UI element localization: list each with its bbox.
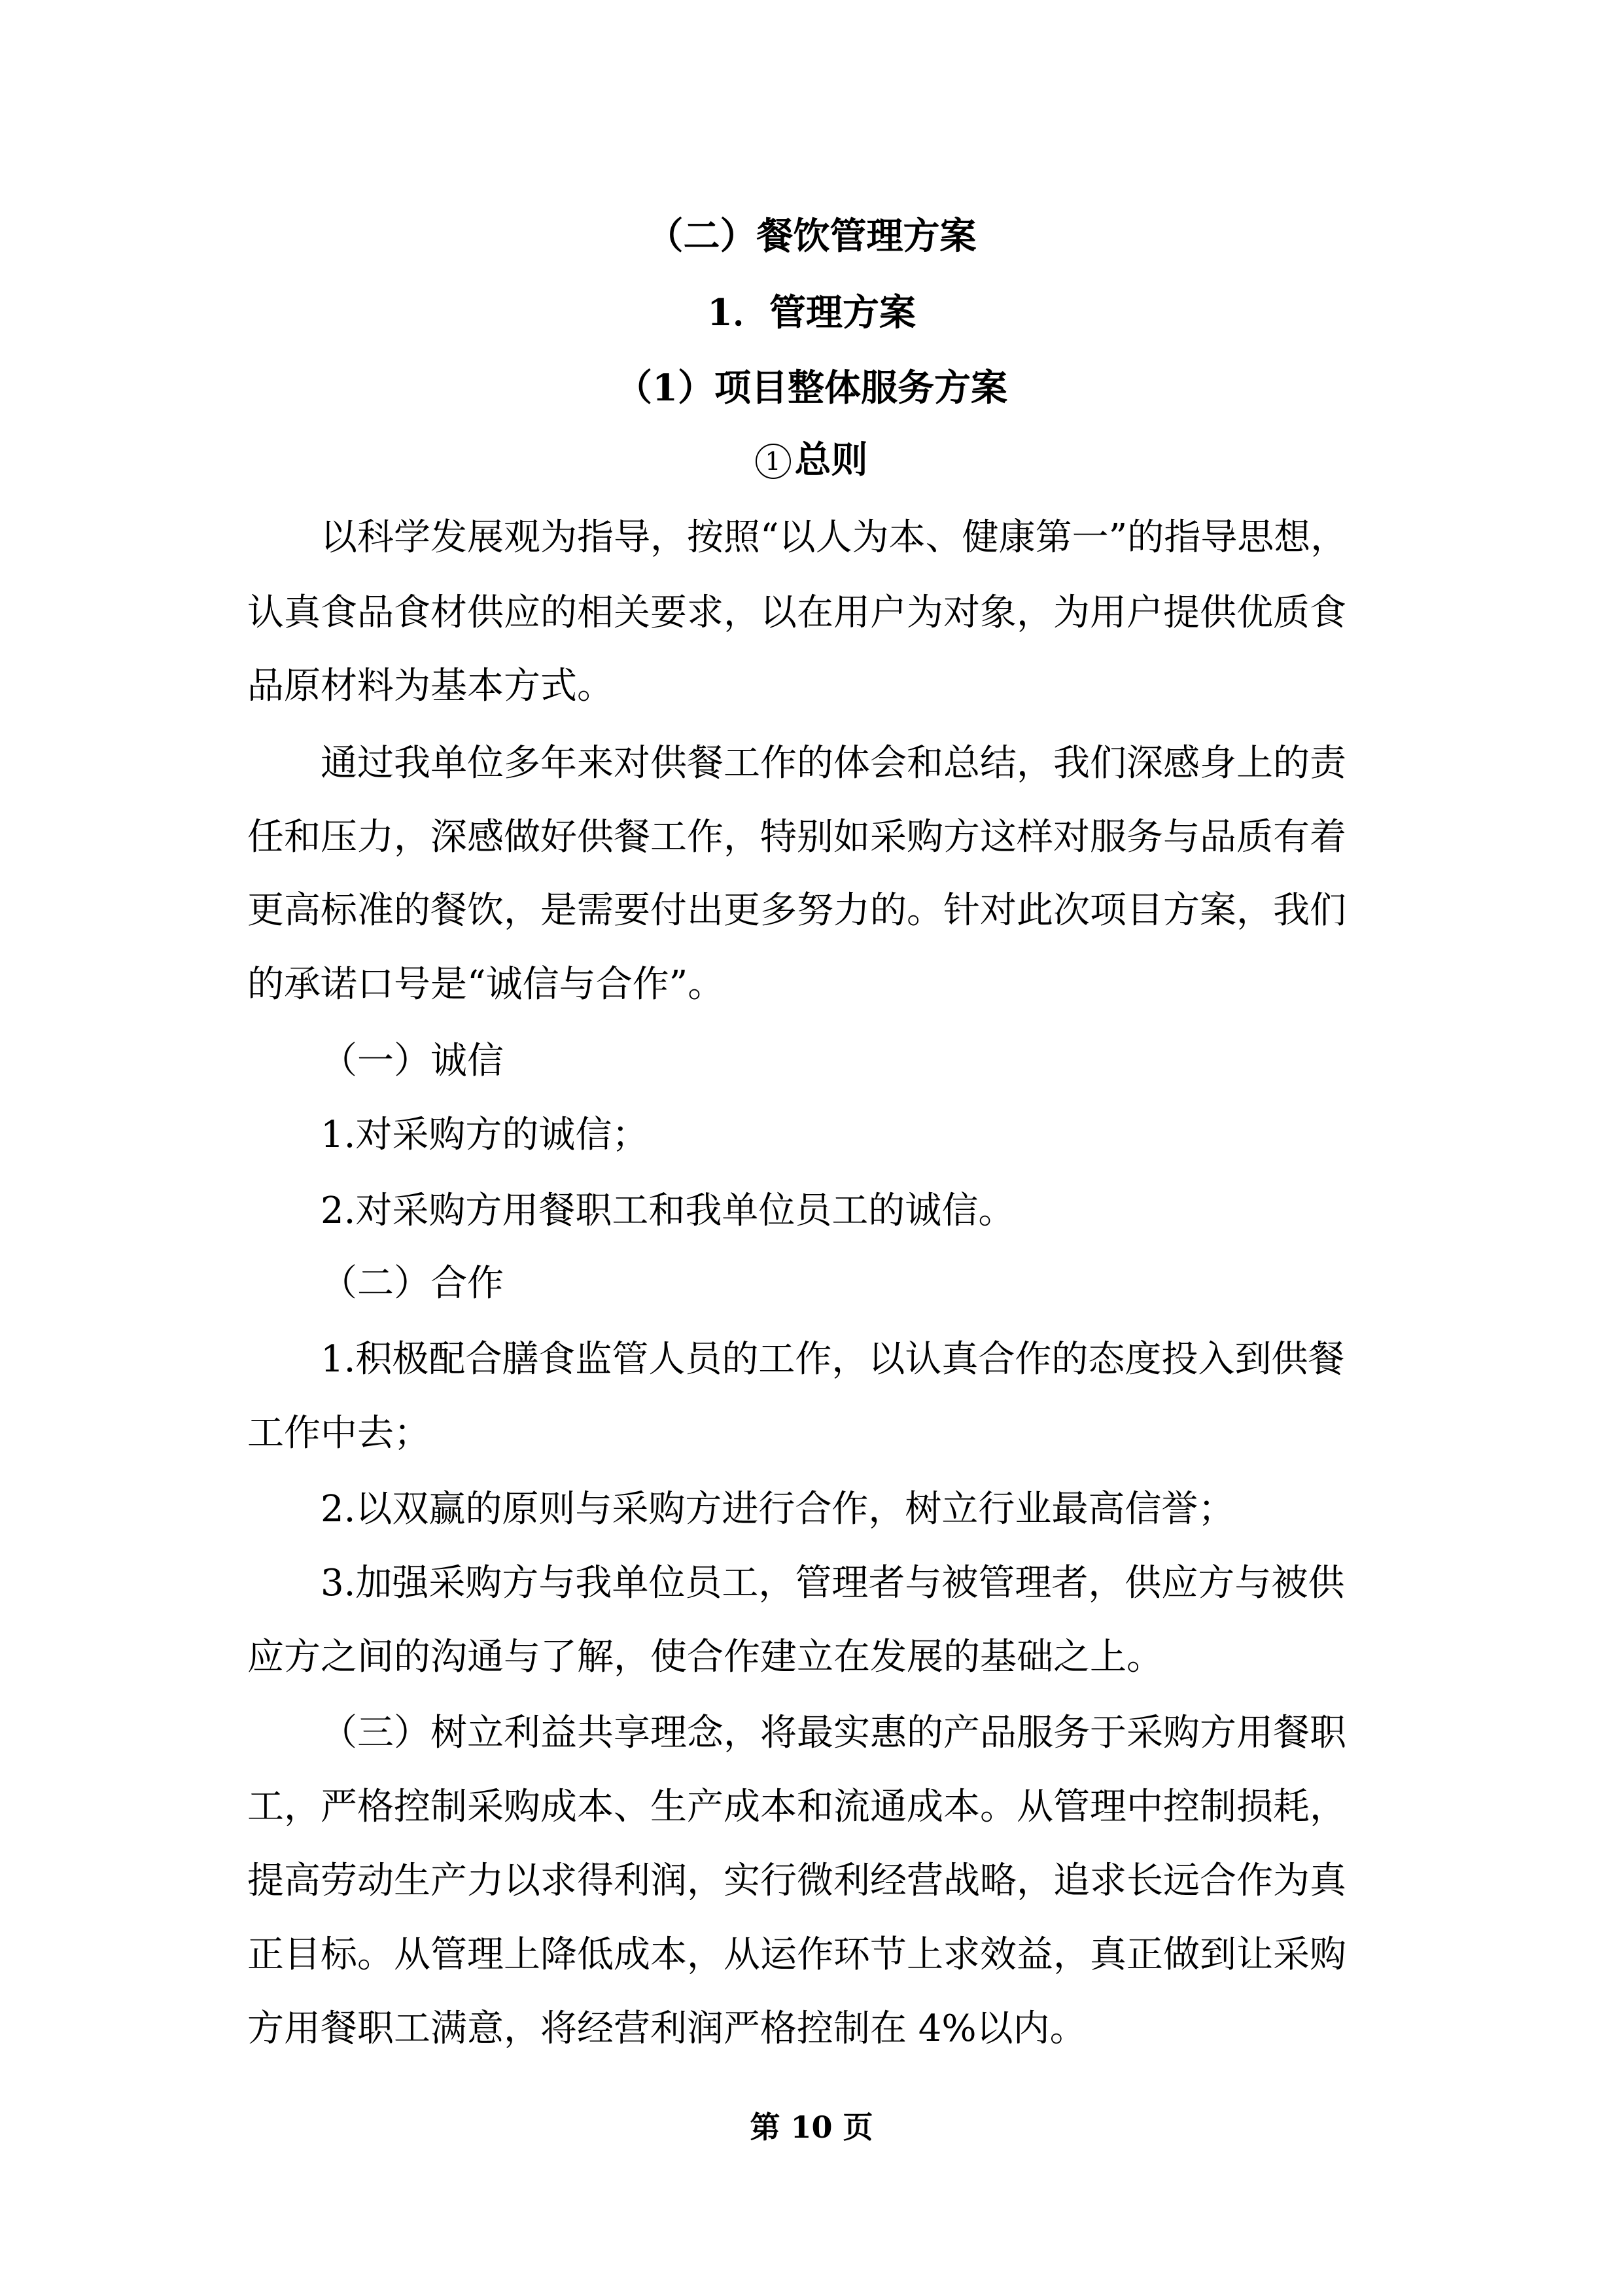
paragraph-line: 1.对采购方的诚信； xyxy=(321,1114,649,1156)
paragraph-line: 2.对采购方用餐职工和我单位员工的诚信。 xyxy=(321,1190,1015,1232)
general-title: 总则 xyxy=(794,438,868,482)
paragraph-line: 3.加强采购方与我单位员工，管理者与被管理者，供应方与被供 xyxy=(321,1562,1345,1604)
paragraph-line: 方用餐职工满意，将经营利润严格控制在 4%以内。 xyxy=(247,2007,1087,2050)
paragraph-line: （三）树立利益共享理念，将最实惠的产品服务于采购方用餐职 xyxy=(321,1712,1346,1754)
paragraph-line: 任和压力，深感做好供餐工作，特别如采购方这样对服务与品质有着 xyxy=(247,816,1346,858)
paragraph-line: 品原材料为基本方式。 xyxy=(247,665,614,707)
subsection-title: 1．管理方案 xyxy=(707,291,916,334)
paragraph-line: 提高劳动生产力以求得利润，实行微利经营战略，追求长远合作为真 xyxy=(247,1860,1346,1902)
paragraph-line: 通过我单位多年来对供餐工作的体会和总结，我们深感身上的责 xyxy=(321,742,1346,785)
paragraph-line: 应方之间的沟通与了解，使合作建立在发展的基础之上。 xyxy=(247,1636,1163,1678)
paragraph-line: 1.积极配合膳食监管人员的工作，以认真合作的态度投入到供餐 xyxy=(321,1338,1345,1381)
general-heading xyxy=(0,437,1623,483)
item-title: （1）项目整体服务方案 xyxy=(616,366,1007,410)
paragraph-line: （二）合作 xyxy=(321,1262,504,1305)
paragraph-line: 的承诺口号是“诚信与合作”。 xyxy=(247,963,725,1006)
paragraph-line: 工，严格控制采购成本、生产成本和流通成本。从管理中控制损耗， xyxy=(247,1786,1346,1828)
section-title: （二）餐饮管理方案 xyxy=(646,215,977,258)
paragraph-line: 以科学发展观为指导，按照“以人为本、健康第一”的指导思想， xyxy=(321,516,1348,559)
paragraph-line: 更高标准的餐饮，是需要付出更多努力的。针对此次项目方案，我们 xyxy=(247,889,1346,932)
paragraph-line: 正目标。从管理上降低成本，从运作环节上求效益，真正做到让采购 xyxy=(247,1934,1346,1976)
circled-number: 1 xyxy=(756,444,791,479)
paragraph-line: 2.以双赢的原则与采购方进行合作，树立行业最高信誉； xyxy=(321,1488,1235,1530)
paragraph-line: 工作中去； xyxy=(247,1412,430,1455)
page-number: 第 10 页 xyxy=(750,2110,873,2145)
paragraph-line: 认真食品食材供应的相关要求，以在用户为对象，为用户提供优质食 xyxy=(247,592,1346,634)
paragraph-line: （一）诚信 xyxy=(321,1040,504,1082)
